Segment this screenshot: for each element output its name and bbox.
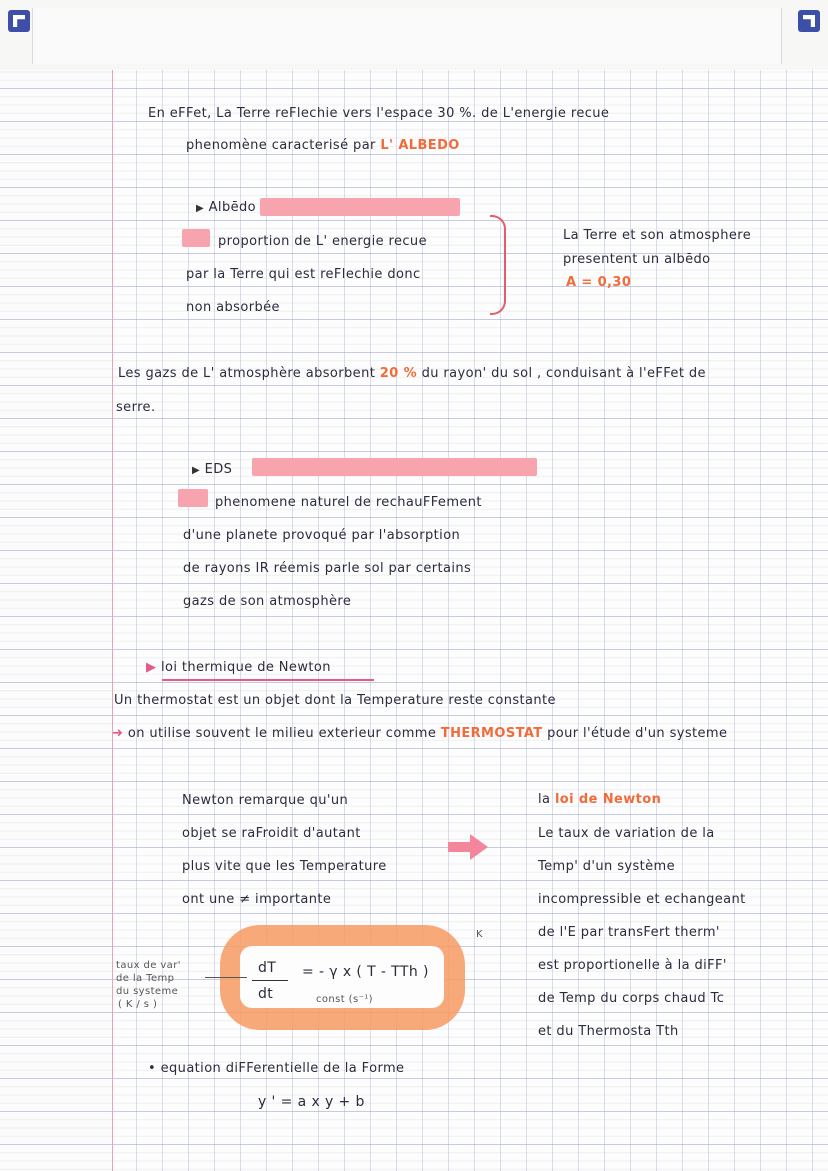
gaz-line: serre. bbox=[116, 400, 156, 415]
newton-heading: ▶ loi thermique de Newton bbox=[146, 660, 331, 675]
eds-definition: phenomene naturel de rechauFFement bbox=[215, 495, 482, 510]
dot-bullet-icon: • bbox=[148, 1061, 157, 1076]
albedo-keyword: L' ALBEDO bbox=[380, 138, 460, 153]
intro-line: En eFFet, La Terre reFlechie vers l'espace 30 %. de L'energie recue bbox=[148, 106, 610, 121]
fraction-bar bbox=[252, 980, 288, 981]
eds-definition: d'une planete provoqué par l'absorption bbox=[183, 528, 461, 543]
curly-brace bbox=[490, 215, 506, 315]
highlight-mark bbox=[178, 489, 208, 507]
highlight-bar bbox=[252, 458, 537, 476]
annotation-label: de la Temp bbox=[116, 973, 175, 984]
diff-eq-line: • equation diFFerentielle de la Forme bbox=[148, 1061, 405, 1076]
albedo-definition: non absorbée bbox=[186, 300, 280, 315]
eds-definition: gazs de son atmosphère bbox=[183, 594, 352, 609]
remark-line: objet se raFroidit d'autant bbox=[182, 826, 361, 841]
albedo-value: A = 0,30 bbox=[566, 275, 632, 290]
header-frame bbox=[32, 8, 782, 64]
equation-rhs: = - γ x ( T - TTh ) bbox=[302, 964, 429, 980]
remark-line: ont une ≠ importante bbox=[182, 892, 332, 907]
albedo-definition: par la Terre qui est reFlechie donc bbox=[186, 267, 421, 282]
pink-arrow-icon: ▶ bbox=[146, 660, 157, 675]
thermostat-line: Un thermostat est un objet dont la Temperature reste constante bbox=[114, 693, 556, 708]
side-note: La Terre et son atmosphere bbox=[563, 228, 752, 243]
intro-line: phenomène caracterisé par L' ALBEDO bbox=[186, 138, 460, 153]
law-line: Temp' d'un système bbox=[538, 859, 675, 874]
remark-line: plus vite que les Temperature bbox=[182, 859, 387, 874]
triangle-bullet-icon: ▶ bbox=[192, 465, 201, 476]
albedo-heading: ▶ Albēdo bbox=[196, 200, 257, 215]
equation-denominator: dt bbox=[258, 986, 274, 1002]
page-margin bbox=[0, 70, 113, 1171]
albedo-definition: proportion de L' energie recue bbox=[218, 234, 427, 249]
annotation-label: du systeme bbox=[116, 986, 179, 997]
annotation-arrow bbox=[205, 977, 247, 978]
top-toolbar bbox=[0, 0, 828, 71]
law-line: est proportionelle à la diFF' bbox=[538, 958, 727, 973]
heading-underline bbox=[162, 679, 374, 681]
law-line: Le taux de variation de la bbox=[538, 826, 715, 841]
law-line: de l'E par transFert therm' bbox=[538, 925, 720, 940]
law-line: et du Thermosta Tth bbox=[538, 1024, 679, 1039]
constant-label: const (s⁻¹) bbox=[316, 994, 373, 1005]
highlight-mark bbox=[182, 229, 210, 247]
diff-eq-form: y ' = a x y + b bbox=[258, 1094, 365, 1110]
side-note: presentent un albēdo bbox=[563, 252, 711, 267]
arrow-right-icon: ➜ bbox=[112, 726, 124, 741]
arrow-head bbox=[470, 834, 488, 860]
law-title: la loi de Newton bbox=[538, 792, 662, 807]
unit-label: K bbox=[476, 929, 483, 940]
triangle-bullet-icon: ▶ bbox=[196, 203, 205, 214]
thermostat-line: ➜ on utilise souvent le milieu exterieur comme THERMOSTAT pour l'étude d'un systeme bbox=[112, 726, 728, 741]
eds-definition: de rayons IR réemis parle sol par certains bbox=[183, 561, 472, 576]
gaz-line: Les gazs de L' atmosphère absorbent 20 % du rayon' du sol , conduisant à l'eFFet de bbox=[118, 366, 706, 381]
highlight-bar bbox=[260, 198, 460, 216]
corner-bracket-icon bbox=[8, 10, 30, 32]
corner-bracket-icon bbox=[798, 10, 820, 32]
law-line: de Temp du corps chaud Tc bbox=[538, 991, 725, 1006]
equation-numerator: dT bbox=[258, 960, 277, 976]
eds-heading: ▶ EDS bbox=[192, 462, 233, 477]
law-line: incompressible et echangeant bbox=[538, 892, 746, 907]
remark-line: Newton remarque qu'un bbox=[182, 793, 349, 808]
annotation-label: taux de var' bbox=[116, 960, 181, 971]
annotation-label: ( K / s ) bbox=[118, 999, 158, 1010]
